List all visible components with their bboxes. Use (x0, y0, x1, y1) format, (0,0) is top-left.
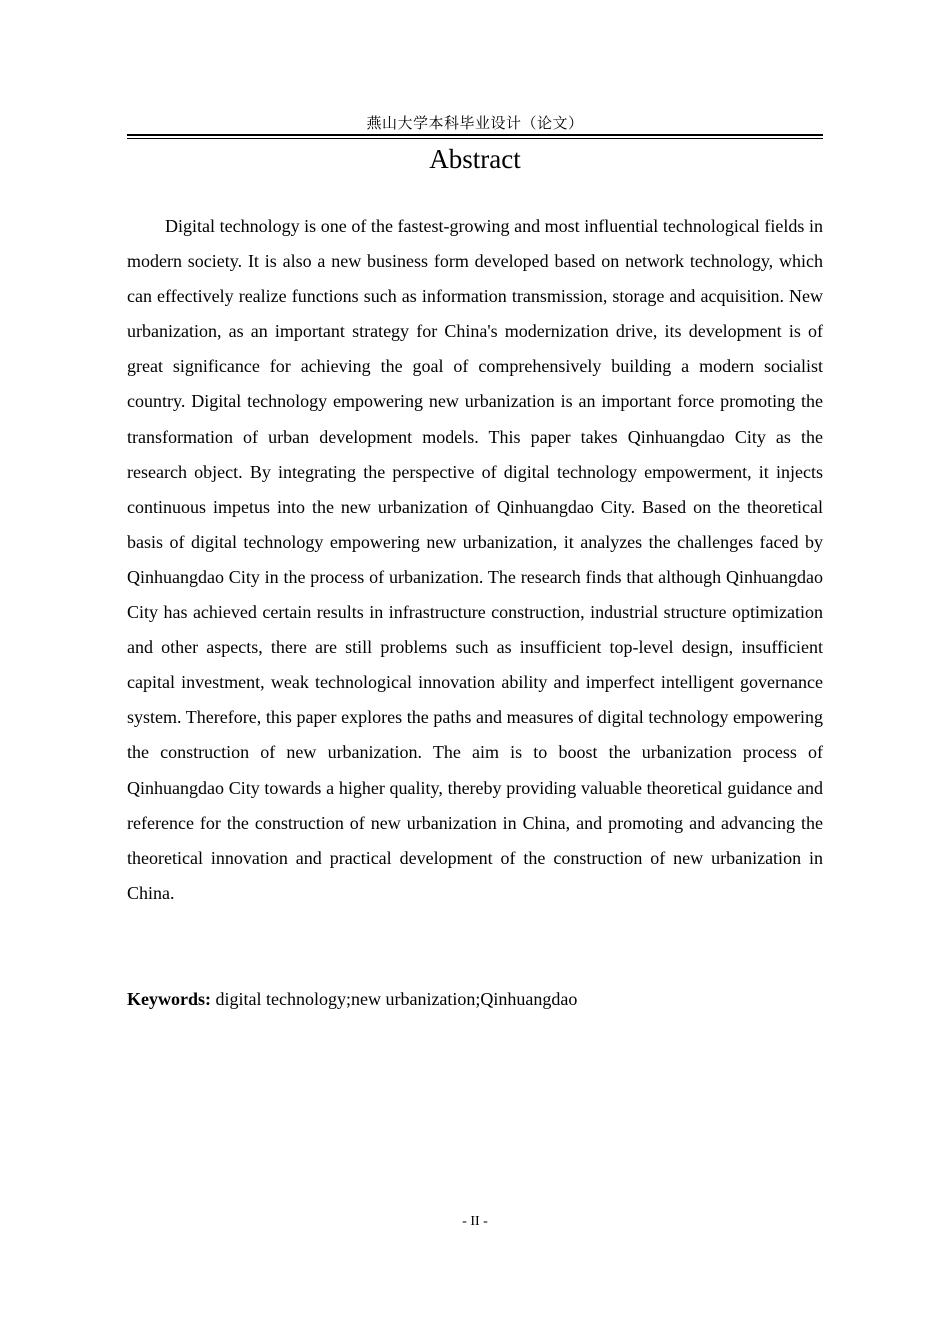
abstract-title: Abstract (429, 144, 521, 174)
header-rule-thick (127, 134, 823, 136)
keywords-label: Keywords: (127, 989, 211, 1009)
keywords-value: digital technology;new urbanization;Qinhuangdao (211, 989, 578, 1009)
abstract-body: Digital technology is one of the fastest-growing and most influential technological fields in modern society. It is also a new business form developed based on network technology, which can effectively realize functions such as information transmission, storage and acquisition. New urbanization, as an important strategy for China's modernization drive, its development is of great significance for achieving the goal of comprehensively building a modern socialist country. Digital technology empowering new urbanization is an important force promoting the transformation of urban development models. This paper takes Qinhuangdao City as the research object. By integrating the perspective of digital technology empowerment, it injects continuous impetus into the new urbanization of Qinhuangdao City. Based on the theoretical basis of digital technology empowering new urbanization, it analyzes the challenges faced by Qinhuangdao City in the process of urbanization. The research finds that although Qinhuangdao City has achieved certain results in infrastructure construction, industrial structure optimization and other aspects, there are still problems such as insufficient top-level design, insufficient capital investment, weak technological innovation ability and imperfect intelligent governance system. Therefore, this paper explores the paths and measures of digital technology empowering the construction of new urbanization. The aim is to boost the urbanization process of Qinhuangdao City towards a higher quality, thereby providing valuable theoretical guidance and reference for the construction of new urbanization in China, and promoting and advancing the theoretical innovation and practical development of the construction of new urbanization in China. (127, 216, 823, 903)
keywords-line (127, 982, 823, 1017)
running-header: 燕山大学本科毕业设计（论文） (366, 114, 584, 132)
page-number: - II - (462, 1214, 488, 1229)
header-rule-thin (127, 138, 823, 139)
